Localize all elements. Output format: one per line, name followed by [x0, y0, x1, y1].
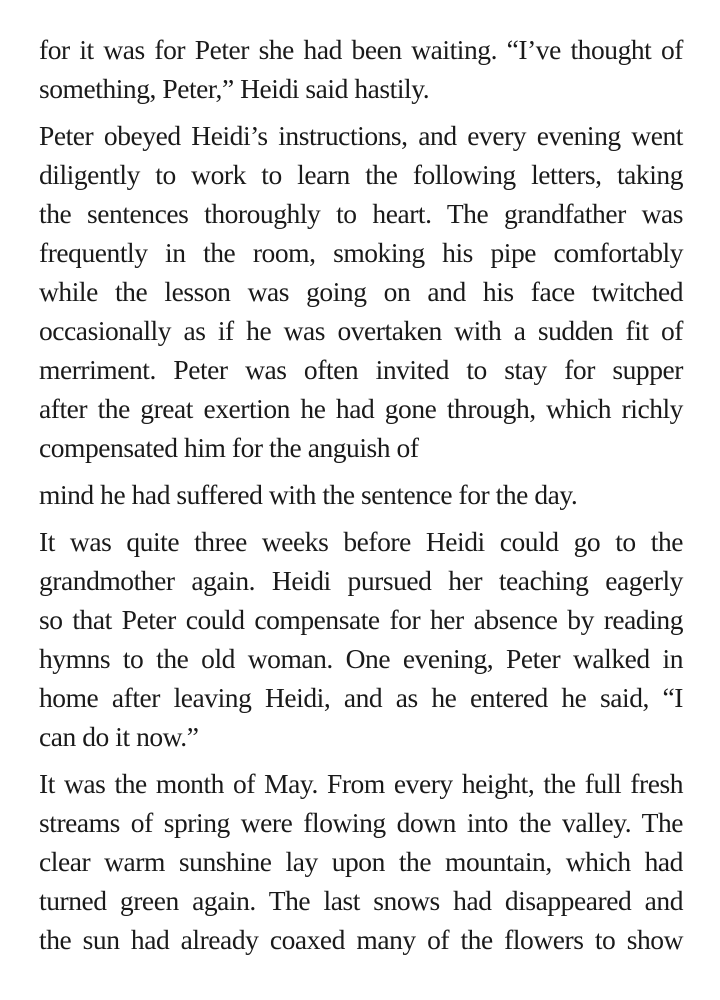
- text-line: clear warm sunshine lay upon the mountain, which had: [39, 846, 683, 877]
- text-line: occasionally as if he was overtaken with a sudden fit of: [39, 315, 683, 346]
- paragraph-3: [39, 475, 683, 514]
- paragraph-2: [39, 116, 683, 467]
- text-line: can do it now.”: [39, 721, 199, 752]
- paragraph-5: [39, 764, 683, 959]
- text-line: frequently in the room, smoking his pipe comfortably: [39, 237, 683, 268]
- text-line: after the great exertion he had gone through, which richly: [39, 393, 683, 424]
- text-line: home after leaving Heidi, and as he entered he said, “I: [39, 682, 683, 713]
- text-line: Peter obeyed Heidi’s instructions, and every evening went: [39, 120, 683, 151]
- text-line: merriment. Peter was often invited to stay for supper: [39, 354, 683, 385]
- text-line: mind he had suffered with the sentence for the day.: [39, 479, 578, 510]
- text-line: while the lesson was going on and his face twitched: [39, 276, 683, 307]
- text-line: turned green again. The last snows had disappeared and: [39, 885, 683, 916]
- text-line: compensated him for the anguish of: [39, 432, 419, 463]
- text-line: streams of spring were flowing down into the valley. The: [39, 807, 683, 838]
- text-line: It was quite three weeks before Heidi could go to the: [39, 526, 683, 557]
- text-line: It was the month of May. From every height, the full fresh: [39, 768, 683, 799]
- book-page: [39, 30, 683, 967]
- text-line: for it was for Peter she had been waiting. “I’ve thought of: [39, 34, 683, 65]
- paragraph-4: [39, 522, 683, 756]
- text-line: grandmother again. Heidi pursued her teaching eagerly: [39, 565, 683, 596]
- text-line: hymns to the old woman. One evening, Peter walked in: [39, 643, 683, 674]
- text-line: the sun had already coaxed many of the flowers to show: [39, 924, 683, 955]
- paragraph-1: [39, 30, 683, 108]
- text-line: something, Peter,” Heidi said hastily.: [39, 73, 430, 104]
- text-line: so that Peter could compensate for her absence by reading: [39, 604, 683, 635]
- text-line: the sentences thoroughly to heart. The grandfather was: [39, 198, 683, 229]
- text-line: diligently to work to learn the following letters, taking: [39, 159, 683, 190]
